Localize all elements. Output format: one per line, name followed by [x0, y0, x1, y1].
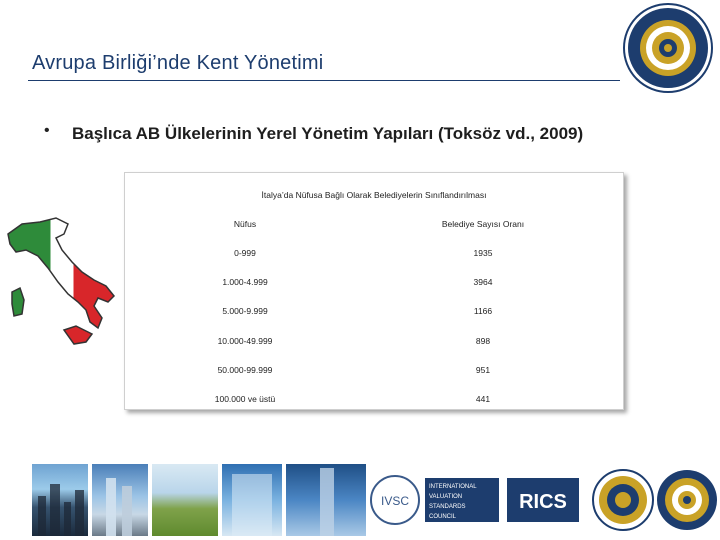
ankara-university-seal-icon-bottom-2 [656, 468, 718, 532]
column-header-population: Nüfus [233, 219, 257, 229]
cell-ratio-0: 1935 [473, 248, 493, 258]
ivsc-abbr: IVSC [380, 494, 410, 508]
cell-population-0: 0-999 [234, 248, 256, 258]
ivsc-line-2: VALUATION [429, 494, 463, 500]
ivsc-line-4: COUNCIL [429, 514, 457, 520]
bullet-dot: • [44, 122, 50, 139]
skyscraper-photo [286, 464, 366, 536]
ankara-university-seal-icon [622, 2, 714, 94]
italy-map-icon [2, 210, 130, 360]
bullet-text: Başlıca AB Ülkelerinin Yerel Yönetim Yapıları (Toksöz vd., 2009) [72, 124, 584, 143]
footer-strip [32, 464, 720, 536]
cell-ratio-3: 898 [475, 336, 491, 346]
glass-building-photo [222, 464, 282, 536]
ivsc-line-1: INTERNATIONAL [429, 484, 477, 490]
cell-population-3: 10.000-49.999 [217, 336, 273, 346]
ivsc-line-3: STANDARDS [429, 504, 466, 510]
cell-population-1: 1.000-4.999 [222, 277, 268, 287]
ivsc-logo [367, 468, 507, 532]
cell-ratio-2: 1166 [473, 306, 493, 316]
population-table [124, 172, 624, 410]
column-header-municipality-ratio: Belediye Sayısı Oranı [441, 219, 525, 229]
ankara-university-seal-icon-bottom [592, 468, 654, 532]
towers-photo [92, 464, 148, 536]
countryside-photo [152, 464, 218, 536]
cell-population-4: 50.000-99.999 [217, 365, 273, 375]
rics-text: RICS [519, 491, 567, 513]
cell-population-5: 100.000 ve üstü [214, 394, 276, 404]
title-divider [28, 80, 620, 81]
page-title: Avrupa Birliği’nde Kent Yönetimi [32, 52, 324, 74]
cell-population-2: 5.000-9.999 [222, 306, 268, 316]
city-skyline-photo [32, 464, 88, 536]
cell-ratio-4: 951 [475, 365, 491, 375]
table-caption: İtalya’da Nüfusa Bağlı Olarak Belediyelerin Sınıflandırılması [261, 190, 487, 200]
rics-logo [507, 468, 579, 532]
cell-ratio-5: 441 [475, 394, 491, 404]
cell-ratio-1: 3964 [473, 277, 493, 287]
